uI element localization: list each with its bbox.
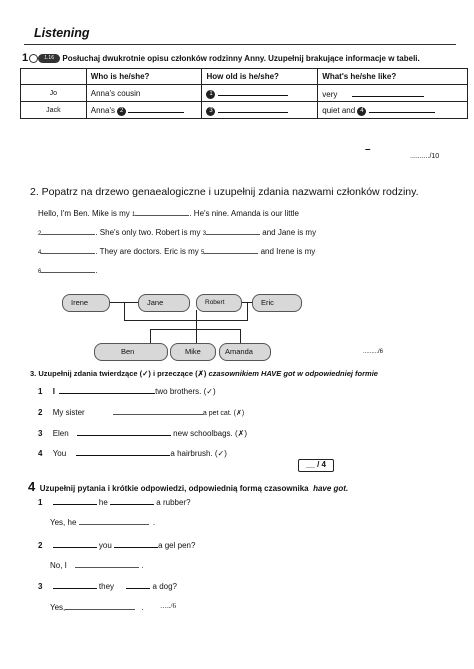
ex4-end: a rubber? [156, 498, 191, 507]
ex2-text: Hello, I'm Ben. Mike is my [38, 209, 130, 218]
item-number: 3 [38, 582, 43, 591]
item-number: 2 [38, 408, 43, 417]
ex1-number: 1 [22, 52, 29, 64]
ex2-instruction: 2. Popatrz na drzewo genaealogiczne i uzupełnij zdania nazwami członków rodziny. [30, 186, 419, 198]
answer-blank[interactable] [114, 539, 158, 548]
ex4-answer [50, 559, 144, 570]
answer-blank[interactable] [53, 539, 97, 548]
ex4-instruction-row [28, 478, 348, 496]
item-number: 2 [38, 231, 42, 237]
cd-icon [29, 54, 38, 63]
ex4-question [38, 496, 191, 507]
ex1-row-who: Anna's cousin [86, 85, 202, 102]
tree-line [196, 310, 197, 346]
ex3-rest: a pet cat. (✗) [202, 410, 245, 417]
ex1-row-name: Jack [21, 102, 87, 119]
tree-node-jane: Jane [138, 294, 190, 312]
answer-blank[interactable] [65, 601, 135, 610]
ex1-score: ........../10 [410, 153, 440, 160]
ex3-item [38, 427, 247, 438]
answer-blank[interactable] [76, 447, 170, 456]
ex3-instruction: Uzupełnij zdania twierdzące (✓) i przeczące (✗) [38, 369, 207, 378]
ex4-end: a dog? [152, 582, 177, 591]
item-number: 3 [202, 231, 207, 237]
ex4-answer-end: . [141, 603, 144, 612]
item-number: 6 [38, 269, 42, 275]
item-number: 1 [38, 387, 43, 396]
answer-blank[interactable] [53, 580, 97, 589]
item-number: 2 [38, 541, 43, 550]
answer-blank[interactable] [128, 104, 184, 113]
item-number-badge: 2 [117, 107, 126, 116]
ex3-score: __ / 4 [298, 459, 334, 472]
ex2-text: . [95, 266, 98, 275]
ex2-line-1 [38, 207, 299, 218]
ex3-item [38, 447, 227, 458]
answer-blank[interactable] [218, 87, 288, 96]
ex1-row-like-text: very [322, 89, 338, 99]
ex1-row-age [202, 85, 318, 102]
item-number: 5 [201, 250, 205, 256]
ex1-row-who [86, 102, 202, 119]
ex1-row-like [318, 85, 468, 102]
tree-line [240, 329, 241, 343]
section-title: Listening [34, 26, 90, 40]
answer-blank[interactable] [41, 264, 98, 275]
ex2-score: ........./6 [363, 349, 384, 355]
ex3-subject: Elen [52, 429, 69, 438]
item-number: 4 [38, 250, 42, 256]
ex1-table-header-row [21, 69, 468, 85]
tree-node-irene: Irene [62, 294, 110, 312]
title-divider [24, 44, 456, 45]
answer-blank[interactable] [75, 559, 139, 568]
tree-line [124, 302, 125, 320]
answer-blank[interactable] [59, 385, 155, 394]
ex2-line-4 [38, 264, 98, 275]
ex1-row-age [202, 102, 318, 119]
ex1-instruction-row [22, 52, 420, 64]
item-number-badge: 3 [206, 107, 215, 116]
ex1-dash: – [365, 144, 371, 155]
ex3-subject: My sister [52, 408, 85, 417]
ex1-header-who: Who is he/she? [86, 69, 202, 85]
ex4-answer-start: Yes, he [50, 518, 77, 527]
answer-blank[interactable] [126, 580, 150, 589]
tree-node-amanda: Amanda [219, 343, 271, 361]
answer-blank[interactable] [110, 496, 154, 505]
answer-blank[interactable] [113, 406, 203, 415]
ex2-text: . He's nine. Amanda is our little [189, 209, 299, 218]
tree-line [150, 329, 240, 330]
ex4-subject: he [98, 498, 108, 507]
ex1-row-who-text: Anna's [90, 106, 115, 116]
ex4-answer [50, 601, 144, 612]
item-number: 3 [38, 429, 43, 438]
item-number: 1 [38, 498, 43, 507]
ex4-answer-start: No, I [50, 561, 67, 570]
ex2-text: and Jane is my [262, 228, 317, 237]
answer-blank[interactable] [41, 226, 95, 235]
cd-track-badge: 1.16 [38, 54, 60, 63]
ex3-subject: You [52, 449, 67, 458]
ex1-header-like: What's he/she like? [318, 69, 468, 85]
answer-blank[interactable] [53, 496, 97, 505]
tree-line [247, 302, 248, 320]
ex3-instruction-row [30, 369, 378, 378]
ex2-text: . She's only two. Robert is my [95, 228, 201, 237]
tree-node-robert: Robert [196, 294, 242, 312]
ex4-instruction: Uzupełnij pytania i krótkie odpowiedzi, odpowiednią formą czasownika [39, 484, 309, 493]
ex4-subject: you [98, 541, 112, 550]
answer-blank[interactable] [77, 427, 171, 436]
ex2-line-2 [38, 226, 316, 237]
tree-node-eric: Eric [252, 294, 302, 312]
tree-node-mike: Mike [170, 343, 216, 361]
ex2-line-3 [38, 245, 315, 256]
ex2-text: . They are doctors. Eric is my [95, 247, 199, 256]
ex4-answer-end: . [152, 518, 156, 527]
ex4-number: 4 [28, 479, 36, 494]
ex1-header-age: How old is he/she? [202, 69, 318, 85]
ex4-answer-start: Yes, [50, 603, 66, 612]
answer-blank[interactable] [41, 245, 95, 254]
item-number-badge: 1 [206, 90, 215, 99]
ex1-table [20, 68, 468, 119]
ex4-subject: they [98, 582, 115, 591]
ex4-question [38, 580, 177, 591]
ex1-row-like-text: quiet and [322, 106, 356, 116]
table-row [21, 85, 468, 102]
answer-blank[interactable] [79, 516, 149, 525]
tree-node-ben: Ben [94, 343, 168, 361]
ex4-score: …../6 [160, 602, 176, 610]
tree-line [124, 320, 248, 321]
ex3-instruction-italic: czasownikiem HAVE got w odpowiedniej formie [208, 369, 378, 378]
ex3-subject: I [52, 387, 55, 396]
answer-blank[interactable] [206, 226, 260, 235]
ex3-item [38, 406, 244, 417]
item-number: 1 [132, 212, 136, 218]
ex4-answer [50, 516, 155, 527]
answer-blank[interactable] [218, 104, 288, 113]
answer-blank[interactable] [135, 207, 189, 216]
ex4-question [38, 539, 195, 550]
table-row [21, 102, 468, 119]
ex3-rest: a hairbrush. (✓) [170, 449, 227, 458]
answer-blank[interactable] [369, 104, 435, 113]
tree-line [150, 329, 151, 343]
ex4-end: a gel pen? [158, 541, 196, 550]
item-number-badge: 4 [357, 107, 366, 116]
ex1-table-corner [21, 69, 87, 85]
ex1-row-name: Jo [21, 85, 87, 102]
ex3-rest: new schoolbags. (✗) [173, 429, 248, 438]
ex1-row-like [318, 102, 468, 119]
ex3-rest: two brothers. (✓) [155, 387, 216, 396]
ex4-answer-end: . [141, 561, 144, 570]
ex2-text: and Irene is my [260, 247, 316, 256]
ex3-number: 3. [30, 369, 37, 378]
ex1-instruction: Posłuchaj dwukrotnie opisu członków rodzinny Anny. Uzupełnij brakujące informacje w tabeli. [62, 54, 420, 63]
ex3-item [38, 385, 216, 396]
answer-blank[interactable] [204, 245, 258, 254]
answer-blank[interactable] [352, 88, 424, 97]
ex4-instruction-italic: have got. [313, 484, 349, 493]
item-number: 4 [38, 449, 43, 458]
